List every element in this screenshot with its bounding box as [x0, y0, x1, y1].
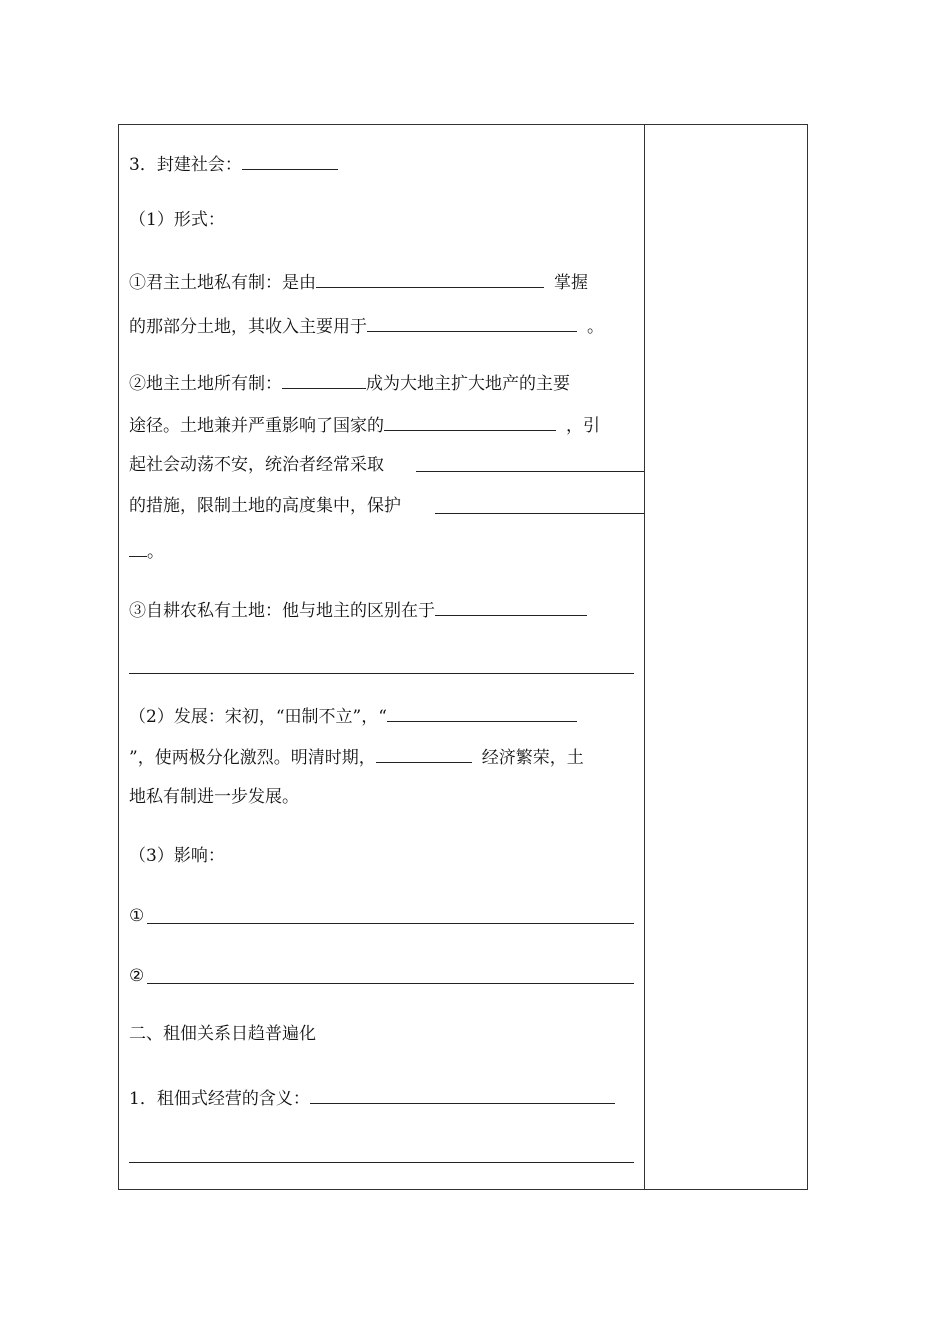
blank-impact-1[interactable] [147, 923, 634, 924]
item2-line4: 的措施，限制土地的高度集中，保护 [129, 496, 401, 516]
blank-peasant-difference-line2[interactable] [129, 673, 634, 674]
blank-state-impact[interactable] [384, 412, 556, 431]
blank-song-policy[interactable] [387, 703, 577, 722]
item2-line1: ②地主土地所有制： 成为大地主扩大地产的主要 [129, 370, 570, 392]
dev-line2: ”，使两极分化激烈。明清时期， 经济繁荣，土 [129, 744, 584, 766]
blank-protect-target-cont[interactable] [129, 538, 147, 557]
impact-item1: ① [129, 906, 145, 926]
section-3-line [129, 151, 338, 173]
worksheet-table [118, 124, 808, 1190]
blank-monarch-controller[interactable] [316, 269, 544, 288]
dev-line3: 地私有制进一步发展。 [129, 787, 299, 807]
blank-feudal-society[interactable] [242, 151, 338, 170]
blank-ruler-measures[interactable] [416, 471, 644, 472]
item1-line2: 的那部分土地，其收入主要用于 。 [129, 313, 604, 335]
blank-expansion-method[interactable] [282, 370, 366, 389]
item2-line5: 。 [129, 538, 164, 560]
section-2-title: 二、租佃关系日趋普遍化 [129, 1024, 316, 1044]
blank-tenancy-meaning[interactable] [310, 1085, 615, 1104]
item2-line3: 起社会动荡不安，统治者经常采取 [129, 455, 384, 475]
blank-ming-qing-economy[interactable] [376, 744, 472, 763]
blank-income-use[interactable] [367, 313, 577, 332]
blank-tenancy-meaning-line2[interactable] [129, 1162, 634, 1163]
item2-line2: 途径。土地兼并严重影响了国家的 ，引 [129, 412, 600, 434]
dev-line1: （2）发展：宋初，“田制不立”，“ [129, 703, 577, 725]
form-heading: （1）形式： [129, 210, 225, 230]
impact-item2: ② [129, 966, 145, 986]
blank-protect-target[interactable] [435, 513, 644, 514]
item1-line1: ①君主土地私有制：是由 掌握 [129, 269, 588, 291]
blank-peasant-difference[interactable] [435, 597, 587, 616]
item3-line1: ③自耕农私有土地：他与地主的区别在于 [129, 597, 587, 619]
section-3-title: 3．封建社会： [129, 155, 242, 175]
column-divider [644, 125, 645, 1189]
tenancy-line1: 1．租佃式经营的含义： [129, 1085, 615, 1107]
blank-impact-2[interactable] [147, 983, 634, 984]
impact-heading: （3）影响： [129, 846, 225, 866]
